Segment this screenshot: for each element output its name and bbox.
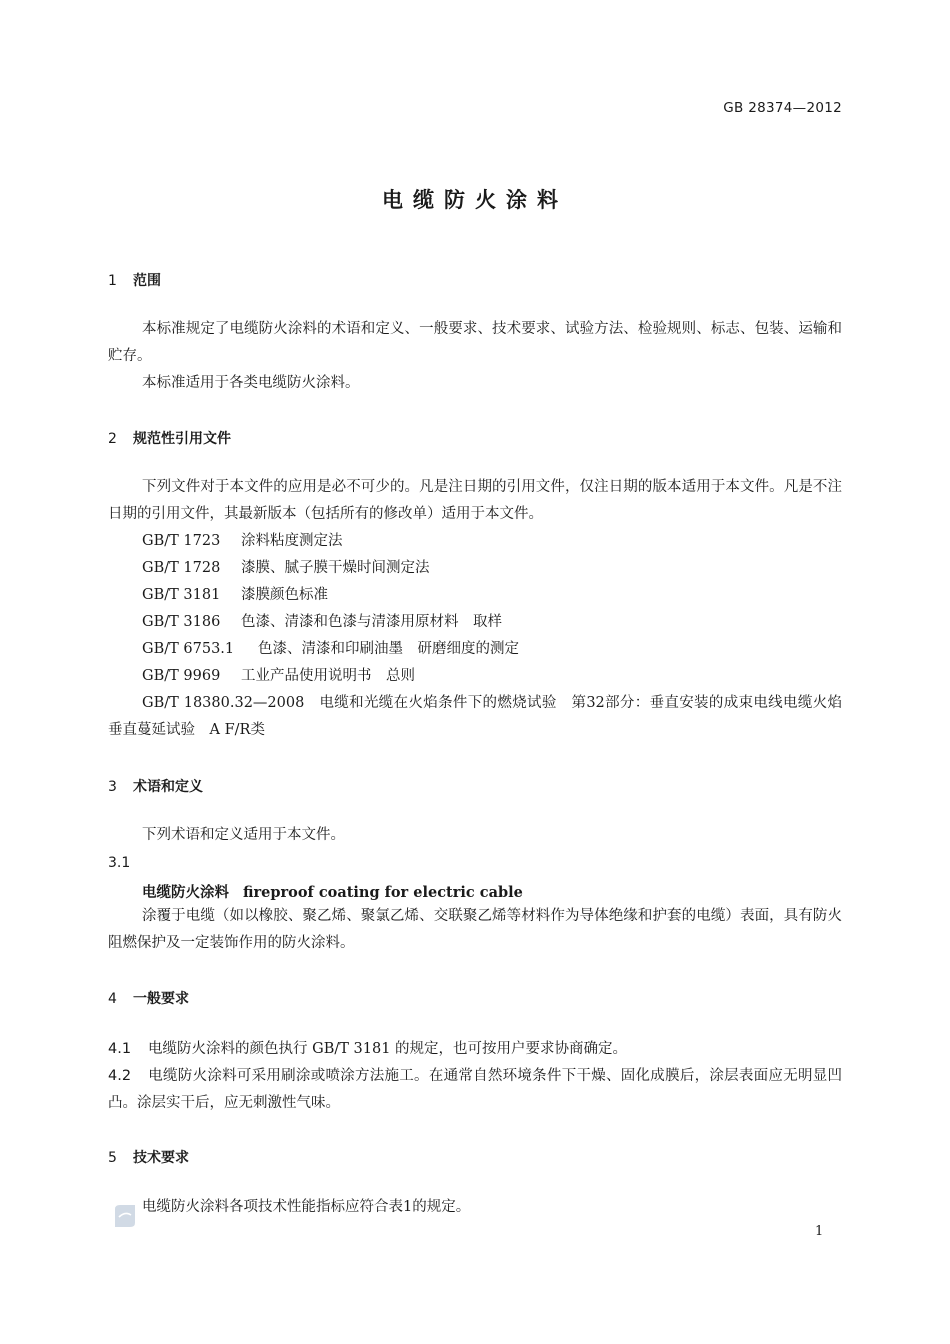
clause-text: 电缆防火涂料可采用刷涂或喷涂方法施工。在通常自然环境条件下干燥、固化成膜后，涂层表面应无明显凹凸。涂层实干后，应无刺激性气味。 [108, 1068, 842, 1111]
section-title: 一般要求 [133, 991, 189, 1007]
reference-title: 色漆、清漆和色漆与清漆用原材料 取样 [241, 614, 502, 630]
clause-number: 4.2 [108, 1068, 132, 1084]
reference-title: 漆膜、腻子膜干燥时间测定法 [241, 560, 430, 576]
section-number: 5 [108, 1150, 117, 1166]
section-number: 3 [108, 779, 117, 795]
reference-item [142, 582, 328, 609]
section-4-heading [108, 988, 189, 1008]
section-title: 范围 [133, 273, 161, 289]
paragraph: 电缆防火涂料各项技术性能指标应符合表1的规定。 [142, 1199, 471, 1215]
standard-code: GB 28374—2012 [723, 100, 842, 116]
page-number: 1 [815, 1224, 824, 1239]
reference-code: GB/T 9969 [142, 668, 221, 684]
reference-item [142, 636, 519, 663]
section-5-heading [108, 1147, 189, 1167]
reference-item: GB/T 18380.32—2008 电缆和光缆在火焰条件下的燃烧试验 第32部分：垂直安装的成束电线电缆火焰垂直蔓延试验 A F/R类 [108, 695, 842, 738]
watermark-logo-icon [112, 1203, 138, 1229]
section-title: 术语和定义 [133, 779, 203, 795]
section-1-heading [108, 270, 161, 290]
term-name [142, 881, 523, 902]
reference-title: 涂料粘度测定法 [241, 533, 343, 549]
reference-title: 色漆、清漆和印刷油墨 研磨细度的测定 [258, 641, 519, 657]
paragraph: 下列文件对于本文件的应用是必不可少的。凡是注日期的引用文件，仅注日期的版本适用于本文件。凡是不注日期的引用文件，其最新版本（包括所有的修改单）适用于本文件。 [108, 479, 842, 522]
reference-code: GB/T 1728 [142, 560, 221, 576]
term-english: fireproof coating for electric cable [243, 884, 523, 901]
reference-code: GB/T 3181 [142, 587, 221, 603]
clause-number: 4.1 [108, 1041, 132, 1057]
section-number: 1 [108, 273, 117, 289]
reference-item [142, 528, 343, 555]
section-number: 2 [108, 431, 117, 447]
clause-text: 电缆防火涂料的颜色执行 GB/T 3181 的规定，也可按用户要求协商确定。 [148, 1041, 628, 1057]
term-definition: 涂覆于电缆（如以橡胶、聚乙烯、聚氯乙烯、交联聚乙烯等材料作为导体绝缘和护套的电缆）表面，具有防火阻燃保护及一定装饰作用的防火涂料。 [108, 908, 842, 951]
reference-code: GB/T 3186 [142, 614, 221, 630]
paragraph: 本标准适用于各类电缆防火涂料。 [142, 375, 360, 391]
section-number: 4 [108, 991, 117, 1007]
section-3-heading [108, 776, 203, 796]
reference-code: GB/T 6753.1 [142, 641, 235, 657]
section-title: 规范性引用文件 [133, 431, 231, 447]
term-chinese: 电缆防火涂料 [142, 884, 229, 901]
paragraph: 本标准规定了电缆防火涂料的术语和定义、一般要求、技术要求、试验方法、检验规则、标志、包装、运输和贮存。 [108, 321, 842, 364]
reference-title: 漆膜颜色标准 [241, 587, 328, 603]
clause [108, 1036, 842, 1063]
paragraph: 下列术语和定义适用于本文件。 [142, 827, 345, 843]
document-title: 电缆防火涂料 [382, 188, 568, 212]
reference-code: GB/T 1723 [142, 533, 221, 549]
reference-item [142, 663, 415, 690]
section-2-heading [108, 428, 231, 448]
term-number: 3.1 [108, 855, 131, 871]
clause [108, 1063, 842, 1117]
reference-item [142, 555, 430, 582]
section-title: 技术要求 [133, 1150, 189, 1166]
reference-title: 工业产品使用说明书 总则 [241, 668, 415, 684]
reference-item [142, 609, 502, 636]
